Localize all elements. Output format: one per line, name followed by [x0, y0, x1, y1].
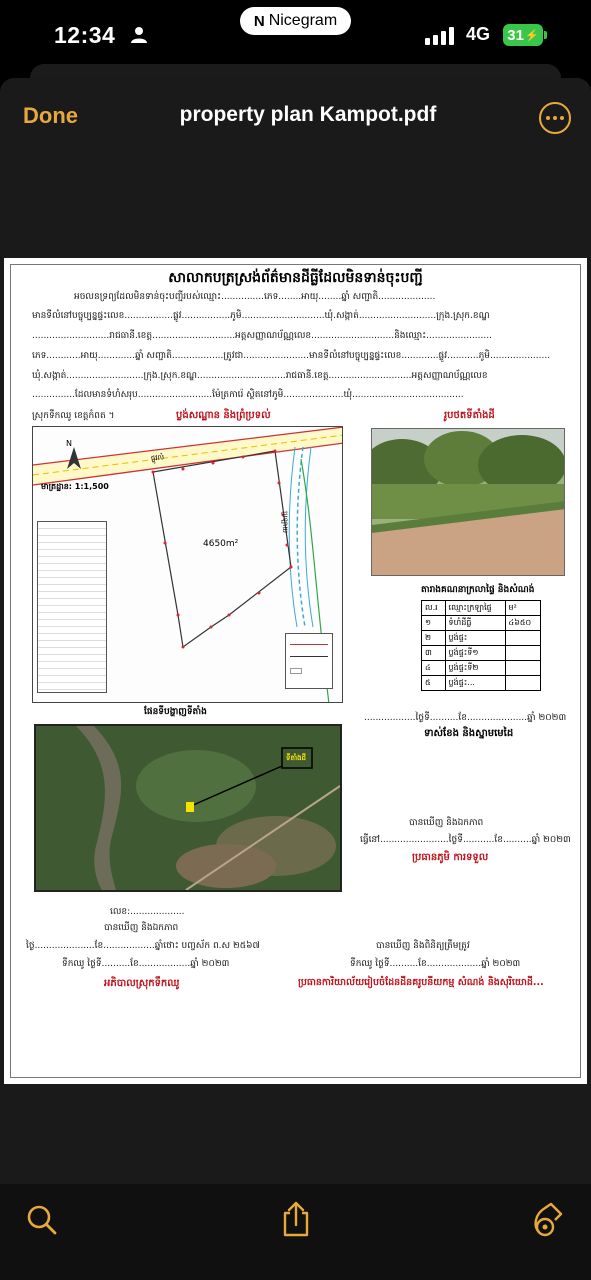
table-cell: ទំហំដីធ្លី	[445, 616, 505, 631]
nav-bar	[0, 78, 591, 158]
table-cell: ឈ្មោះក្រឡាផ្ទៃ	[445, 601, 505, 616]
coordinate-table	[37, 521, 107, 693]
number-label: លេខ:...................	[110, 907, 185, 917]
site-label: ទីតាំងដី	[286, 754, 306, 762]
buddhist-date-line: ថ្ងៃ.....................ខែ..................ឆ្នាំថោះ បញ្ចស័ក ព.ស ២៥៦៧	[26, 941, 260, 951]
form-line-4: ភេទ............អាយុ.............ឆ្នាំ សញ្ជាតិ..................ត្រូវជា.......................មានទីលំនៅបច្ចុប្បន្នផ្ទះលេខ.............ផ្លូវ...........ភូមិ.....................	[32, 351, 551, 361]
battery-tip	[544, 31, 547, 39]
search-icon[interactable]	[26, 1204, 58, 1236]
table-row	[422, 631, 541, 646]
table-cell: ៤	[422, 661, 446, 676]
table-cell: ១	[422, 616, 446, 631]
satellite-location-map	[34, 724, 342, 892]
seen-verified-label: បានឃើញ និងពិនិត្យត្រឹមត្រូវ	[376, 941, 470, 951]
tuk-chhou-date-line: ទឹកឈូ ថ្ងៃទី..........ខែ..................ឆ្នាំ ២០២៣	[62, 959, 230, 969]
table-cell: ល.រ	[422, 601, 446, 616]
person-icon	[131, 26, 147, 43]
table-cell: ប្លង់ផ្ទះទី១	[445, 646, 505, 661]
district-label: ស្រុកទឹកឈូ ខេត្តកំពត ។	[32, 411, 115, 421]
form-line-1: អចលនទ្រព្យដែលមិនទាន់ចុះបញ្ជីរបស់ឈ្មោះ...............ភេទ........អាយុ........ឆ្នាំ សញ្ជាតិ....................	[74, 292, 436, 302]
table-cell: ប្លង់ផ្ទះ	[445, 631, 505, 646]
markup-icon[interactable]	[531, 1202, 565, 1238]
battery-icon	[503, 24, 543, 46]
table-row	[422, 676, 541, 691]
share-icon[interactable]	[281, 1201, 311, 1237]
owner-signature-label: ទាស់ខែង និងស្នាមមេដៃ	[424, 728, 514, 739]
form-line-2: មានទីលំនៅបច្ចុប្បន្នផ្ទះលេខ.................ផ្លូវ.................ភូមិ.............................ឃុំ.សង្កាត់...........................ក្រុង.ស្រុក.ខណ្ឌ	[32, 311, 490, 321]
pdf-page[interactable]	[4, 258, 587, 1084]
battery-level: 31	[507, 26, 524, 44]
app-pill-label: Nicegram	[268, 12, 338, 29]
table-cell: ២	[422, 631, 446, 646]
signal-icon	[425, 27, 454, 45]
north-arrow-icon	[67, 447, 81, 469]
photo-heading: រូបថតទីតាំងដី	[444, 410, 495, 421]
form-line-3: ...........................រាជធានី.ខេត្ត.............................អត្តសញ្ញាណប័ណ្ណលេខ.............................និងឈ្មោះ.......................	[32, 331, 492, 341]
seen-chief-label: បានឃើញ និងឯកភាព	[409, 818, 484, 828]
plan-heading: ប្លង់សណ្ឋាន និងព្រំប្រទល់	[176, 410, 271, 421]
parcel-area-label: 4650m²	[203, 539, 239, 549]
area-table	[421, 600, 541, 691]
site-photo	[371, 428, 565, 576]
map-legend	[285, 633, 333, 689]
table-row	[422, 601, 541, 616]
cadastral-plan-map	[32, 426, 343, 703]
bottom-toolbar	[0, 1184, 591, 1280]
north-label: N	[66, 439, 72, 448]
form-line-5: ឃុំ.សង្កាត់...........................ក្រុង.ស្រុក.ខណ្ឌ...............................រាជធានី.ខេត្ត.............................អត្តសញ្ញាណប័ណ្ណលេខ	[32, 371, 488, 381]
charging-bolt-icon: ⚡	[524, 29, 539, 42]
made-at-line: ធ្វើនៅ........................ថ្ងៃទី...........ខែ..........ឆ្នាំ ២០២៣	[360, 835, 571, 845]
table-cell: ៣	[422, 646, 446, 661]
status-time: 12:34	[54, 22, 116, 48]
tuk-chhou-date-line-2: ទឹកឈូ ថ្ងៃទី..........ខែ...................ឆ្នាំ ២០២៣	[350, 959, 521, 969]
table-cell: ៤៦៥០	[505, 616, 540, 631]
table-row	[422, 646, 541, 661]
table-cell	[505, 661, 540, 676]
owner-date-line: ..................ថ្ងៃទី..........ខែ.....................ឆ្នាំ ២០២៣	[364, 713, 567, 723]
table-row	[422, 616, 541, 631]
document-title: property plan Kampot.pdf	[179, 103, 437, 126]
table-cell: ៥	[422, 676, 446, 691]
table-cell	[505, 631, 540, 646]
table-cell: ម²	[505, 601, 540, 616]
scale-label: មាត្រដ្ឋាន: 1:1,500	[41, 482, 109, 491]
table-cell: ប្លង់ផ្ទះ...	[445, 676, 505, 691]
ellipsis-circle-icon[interactable]	[539, 102, 571, 134]
nicegram-logo-icon: N	[253, 12, 265, 30]
table-cell	[505, 676, 540, 691]
seen-approve-label: បានឃើញ និងឯកភាព	[104, 923, 179, 933]
network-type: 4G	[466, 24, 491, 44]
app-pill[interactable]	[240, 7, 351, 35]
done-button[interactable]: Done	[23, 103, 78, 128]
stream-label: ប្រឡាយ	[280, 511, 289, 533]
district-governor-label: អភិបាលស្រុកទឹកឈូ	[104, 978, 180, 989]
location-map-heading: ផែនទីបង្ហាញទីតាំង	[144, 707, 207, 717]
road-label: ផ្លូវលំ	[150, 453, 165, 463]
table-cell: ប្លង់ផ្ទះទី២	[445, 661, 505, 676]
area-table-heading: តារាងគណនាក្រលាផ្ទៃ និងសំណង់	[421, 585, 535, 595]
village-chief-label: ប្រធានភូមិ ការទទួល	[412, 852, 489, 863]
table-row	[422, 661, 541, 676]
status-bar	[0, 0, 591, 66]
table-cell	[505, 646, 540, 661]
form-line-6: ...............ដែលមានទំហំសរុប..........................ម៉ែត្រការ៉េ ស្ថិតនៅភូមិ.....................ឃុំ.......................................	[32, 390, 464, 400]
form-title: សាលាកបត្រស្រង់ព័ត៌មានដីធ្លីដែលមិនទាន់ចុះបញ្ជី	[168, 270, 423, 286]
land-office-label: ប្រធានការិយាល័យរៀបចំដែនដីនគរូបនីយកម្ម សំណង់ និងសុរិយោដី...	[298, 977, 544, 988]
